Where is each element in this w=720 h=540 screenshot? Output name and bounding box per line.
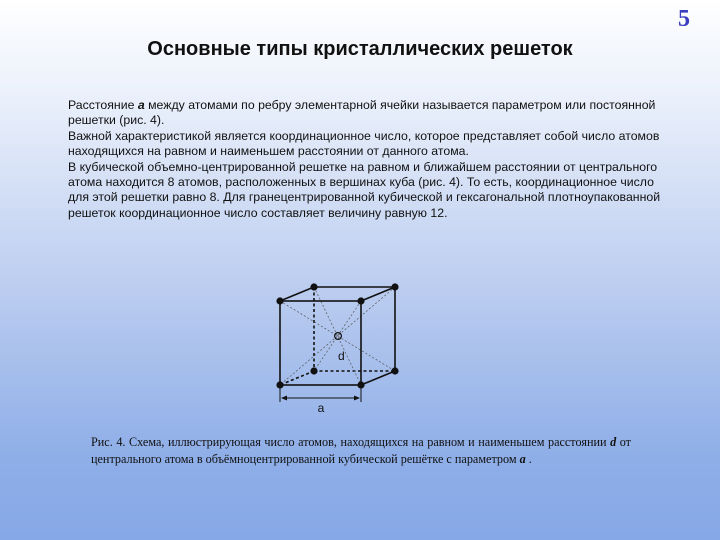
paragraph-coordination: Важной характеристикой является координационное число, которое представляет собой число атомов находящихся на равном и наименьшем расстоянии от данного атома. [68,128,660,159]
paragraph-bcc: В кубической объемно-центрированной решетке на равном и ближайшем расстоянии от центрального атома находится 8 атомов, расположенных в вершинах куба (рис. 4). То есть, координационное число для этой решетки равно 8. Для гранецентрированной кубической и гексагональной плотноупакованной решеток координационное число составляет величину равную 12. [68,159,661,220]
bcc-cube-diagram [266,278,426,418]
parameter-variable: а [137,98,145,112]
atom [276,297,283,304]
paragraph-text: Расстояние [68,98,138,112]
caption-variable-a: а [519,451,526,466]
figure-caption [91,434,631,467]
page-title: Основные типы кристаллических решеток [147,38,573,60]
atom [391,367,398,374]
paragraph-parameter [68,98,668,129]
dimension-line [280,385,361,402]
caption-variable-d: d [610,435,617,449]
atom [310,367,317,374]
paragraph-text: между атомами по ребру элементарной ячейки называется параметром или постоянной решетки (рис. 4). [68,98,656,128]
body-text [68,98,668,221]
atom [357,297,364,304]
arrow-right [354,396,360,401]
atom [391,283,398,290]
corner-atoms [276,283,398,388]
label-a: a [317,401,325,415]
caption-text: Рис. 4. Схема, иллюстрирующая число атомов, находящихся на равном и наименьшем расстоянии [91,435,611,449]
label-d: d [338,349,345,363]
caption-text: . [525,451,532,466]
atom [310,283,317,290]
bcc-cube-figure [266,278,426,423]
arrow-left [281,396,287,401]
caption-text: от центрального атома в объёмноцентрированной кубической решётке с параметром [91,435,631,466]
center-atom [335,333,342,340]
slide-number: 5 [678,6,690,32]
